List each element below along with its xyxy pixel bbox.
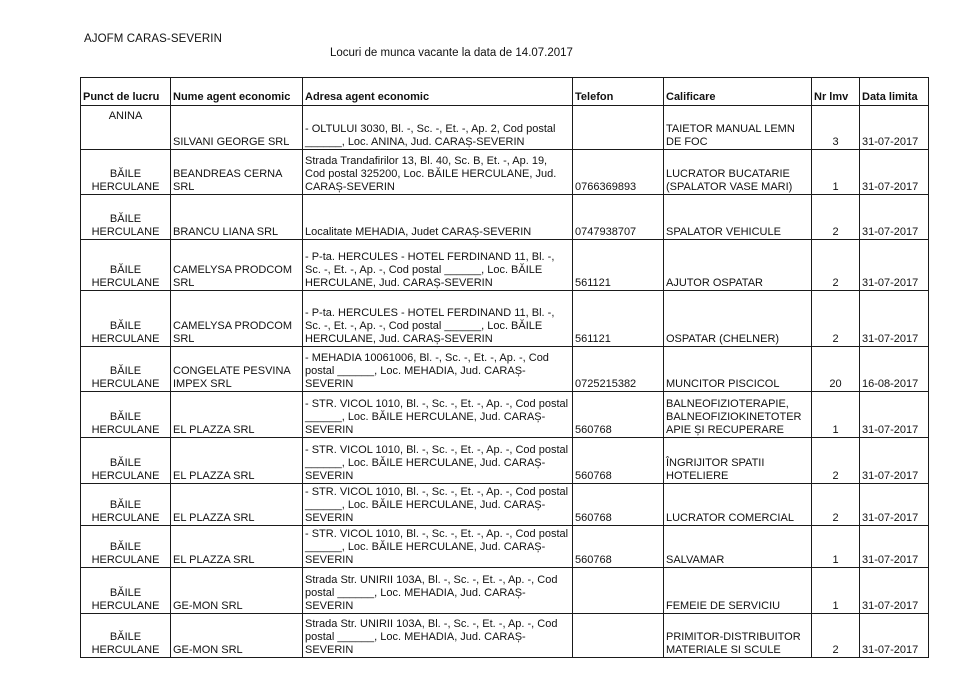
cell-address: - MEHADIA 10061006, Bl. -, Sc. -, Et. -, Ap. -, Cod postal ______, Loc. MEHADIA, Jud. CARAȘ-SEVERIN xyxy=(303,347,573,392)
column-header-agent: Nume agent economic xyxy=(171,78,303,106)
cell-vacancies: 3 xyxy=(812,106,860,150)
cell-agent: SILVANI GEORGE SRL xyxy=(171,106,303,150)
cell-punct: BĂILE HERCULANE xyxy=(81,614,171,658)
cell-phone: 0766369893 xyxy=(573,150,664,195)
cell-address: - STR. VICOL 1010, Bl. -, Sc. -, Et. -, Ap. -, Cod postal ______, Loc. BĂILE HERCULANE, Jud. CARAȘ-SEVERIN xyxy=(303,392,573,438)
table-row xyxy=(81,195,929,240)
cell-punct: BĂILE HERCULANE xyxy=(81,438,171,484)
cell-address: - STR. VICOL 1010, Bl. -, Sc. -, Et. -, Ap. -, Cod postal ______, Loc. BĂILE HERCULANE, Jud. CARAȘ-SEVERIN xyxy=(303,484,573,526)
table-row xyxy=(81,568,929,614)
table-row xyxy=(81,614,929,658)
table-row xyxy=(81,484,929,526)
cell-address: - STR. VICOL 1010, Bl. -, Sc. -, Et. -, Ap. -, Cod postal ______, Loc. BĂILE HERCULANE, Jud. CARAȘ-SEVERIN xyxy=(303,526,573,568)
cell-phone: 561121 xyxy=(573,240,664,291)
cell-punct: BĂILE HERCULANE xyxy=(81,240,171,291)
table-row xyxy=(81,438,929,484)
cell-deadline: 31-07-2017 xyxy=(860,195,929,240)
table-row xyxy=(81,150,929,195)
cell-phone xyxy=(573,614,664,658)
cell-vacancies: 2 xyxy=(812,291,860,347)
cell-agent: GE-MON SRL xyxy=(171,614,303,658)
cell-qualification: MUNCITOR PISCICOL xyxy=(664,347,812,392)
cell-qualification: OSPATAR (CHELNER) xyxy=(664,291,812,347)
cell-deadline: 31-07-2017 xyxy=(860,392,929,438)
cell-deadline: 31-07-2017 xyxy=(860,150,929,195)
cell-vacancies: 2 xyxy=(812,240,860,291)
cell-punct: BĂILE HERCULANE xyxy=(81,291,171,347)
cell-address: - P-ta. HERCULES - HOTEL FERDINAND 11, Bl. -, Sc. -, Et. -, Ap. -, Cod postal ______, Loc. BĂILE HERCULANE, Jud. CARAȘ-SEVERIN xyxy=(303,240,573,291)
column-header-punct: Punct de lucru xyxy=(81,78,171,106)
cell-agent: EL PLAZZA SRL xyxy=(171,484,303,526)
cell-deadline: 31-07-2017 xyxy=(860,484,929,526)
table-row xyxy=(81,526,929,568)
cell-qualification: LUCRATOR COMERCIAL xyxy=(664,484,812,526)
column-header-qualification: Calificare xyxy=(664,78,812,106)
cell-agent: GE-MON SRL xyxy=(171,568,303,614)
cell-agent: EL PLAZZA SRL xyxy=(171,526,303,568)
cell-qualification: ÎNGRIJITOR SPATII HOTELIERE xyxy=(664,438,812,484)
table-header-row xyxy=(81,78,929,106)
cell-address: Localitate MEHADIA, Judet CARAȘ-SEVERIN xyxy=(303,195,573,240)
cell-punct: BĂILE HERCULANE xyxy=(81,150,171,195)
cell-agent: CAMELYSA PRODCOM SRL xyxy=(171,240,303,291)
cell-qualification: SPALATOR VEHICULE xyxy=(664,195,812,240)
cell-punct: BĂILE HERCULANE xyxy=(81,526,171,568)
cell-phone xyxy=(573,106,664,150)
cell-deadline: 31-07-2017 xyxy=(860,526,929,568)
cell-vacancies: 2 xyxy=(812,614,860,658)
cell-address: Strada Trandafirilor 13, Bl. 40, Sc. B, Et. -, Ap. 19, Cod postal 325200, Loc. BĂILE HERCULANE, Jud. CARAȘ-SEVERIN xyxy=(303,150,573,195)
cell-agent: CONGELATE PESVINA IMPEX SRL xyxy=(171,347,303,392)
cell-vacancies: 2 xyxy=(812,195,860,240)
cell-address: Strada Str. UNIRII 103A, Bl. -, Sc. -, Et. -, Ap. -, Cod postal ______, Loc. MEHADIA, Jud. CARAȘ-SEVERIN xyxy=(303,568,573,614)
cell-deadline: 31-07-2017 xyxy=(860,568,929,614)
cell-qualification: SALVAMAR xyxy=(664,526,812,568)
cell-deadline: 31-07-2017 xyxy=(860,614,929,658)
cell-vacancies: 2 xyxy=(812,438,860,484)
cell-qualification: AJUTOR OSPATAR xyxy=(664,240,812,291)
cell-deadline: 31-07-2017 xyxy=(860,438,929,484)
cell-punct: BĂILE HERCULANE xyxy=(81,195,171,240)
column-header-vacancies: Nr lmv xyxy=(812,78,860,106)
cell-qualification: LUCRATOR BUCATARIE (SPALATOR VASE MARI) xyxy=(664,150,812,195)
cell-phone: 561121 xyxy=(573,291,664,347)
cell-deadline: 16-08-2017 xyxy=(860,347,929,392)
cell-punct: BĂILE HERCULANE xyxy=(81,484,171,526)
table-row xyxy=(81,291,929,347)
cell-deadline: 31-07-2017 xyxy=(860,106,929,150)
cell-punct: BĂILE HERCULANE xyxy=(81,347,171,392)
cell-vacancies: 1 xyxy=(812,568,860,614)
cell-phone: 560768 xyxy=(573,438,664,484)
cell-qualification: PRIMITOR-DISTRIBUITOR MATERIALE SI SCULE xyxy=(664,614,812,658)
cell-punct: BĂILE HERCULANE xyxy=(81,392,171,438)
cell-address: - P-ta. HERCULES - HOTEL FERDINAND 11, Bl. -, Sc. -, Et. -, Ap. -, Cod postal ______, Loc. BĂILE HERCULANE, Jud. CARAȘ-SEVERIN xyxy=(303,291,573,347)
cell-qualification: FEMEIE DE SERVICIU xyxy=(664,568,812,614)
table-row xyxy=(81,392,929,438)
cell-vacancies: 1 xyxy=(812,392,860,438)
cell-address: - STR. VICOL 1010, Bl. -, Sc. -, Et. -, Ap. -, Cod postal ______, Loc. BĂILE HERCULANE, Jud. CARAȘ-SEVERIN xyxy=(303,438,573,484)
cell-qualification: TAIETOR MANUAL LEMN DE FOC xyxy=(664,106,812,150)
cell-phone: 560768 xyxy=(573,392,664,438)
cell-vacancies: 2 xyxy=(812,484,860,526)
cell-deadline: 31-07-2017 xyxy=(860,240,929,291)
cell-agent: CAMELYSA PRODCOM SRL xyxy=(171,291,303,347)
table-row xyxy=(81,240,929,291)
table-row xyxy=(81,106,929,150)
cell-agent: BRANCU LIANA SRL xyxy=(171,195,303,240)
cell-agent: EL PLAZZA SRL xyxy=(171,438,303,484)
cell-phone: 560768 xyxy=(573,526,664,568)
cell-address: - OLTULUI 3030, Bl. -, Sc. -, Et. -, Ap. 2, Cod postal ______, Loc. ANINA, Jud. CARAȘ-SEVERIN xyxy=(303,106,573,150)
cell-address: Strada Str. UNIRII 103A, Bl. -, Sc. -, Et. -, Ap. -, Cod postal ______, Loc. MEHADIA, Jud. CARAȘ-SEVERIN xyxy=(303,614,573,658)
cell-punct: ANINA xyxy=(81,106,171,150)
cell-vacancies: 1 xyxy=(812,526,860,568)
cell-phone xyxy=(573,568,664,614)
organization-name: AJOFM CARAS-SEVERIN xyxy=(84,33,223,45)
cell-phone: 560768 xyxy=(573,484,664,526)
cell-agent: BEANDREAS CERNA SRL xyxy=(171,150,303,195)
table-row xyxy=(81,347,929,392)
cell-deadline: 31-07-2017 xyxy=(860,291,929,347)
job-vacancies-table xyxy=(80,77,929,658)
column-header-phone: Telefon xyxy=(573,78,664,106)
cell-phone: 0747938707 xyxy=(573,195,664,240)
document-subtitle: Locuri de munca vacante la data de 14.07.2017 xyxy=(330,47,573,59)
cell-agent: EL PLAZZA SRL xyxy=(171,392,303,438)
cell-vacancies: 1 xyxy=(812,150,860,195)
cell-punct: BĂILE HERCULANE xyxy=(81,568,171,614)
column-header-address: Adresa agent economic xyxy=(303,78,573,106)
cell-phone: 0725215382 xyxy=(573,347,664,392)
cell-qualification: BALNEOFIZIOTERAPIE, BALNEOFIZIOKINETOTER APIE ȘI RECUPERARE xyxy=(664,392,812,438)
cell-vacancies: 20 xyxy=(812,347,860,392)
column-header-deadline: Data limita xyxy=(860,78,929,106)
